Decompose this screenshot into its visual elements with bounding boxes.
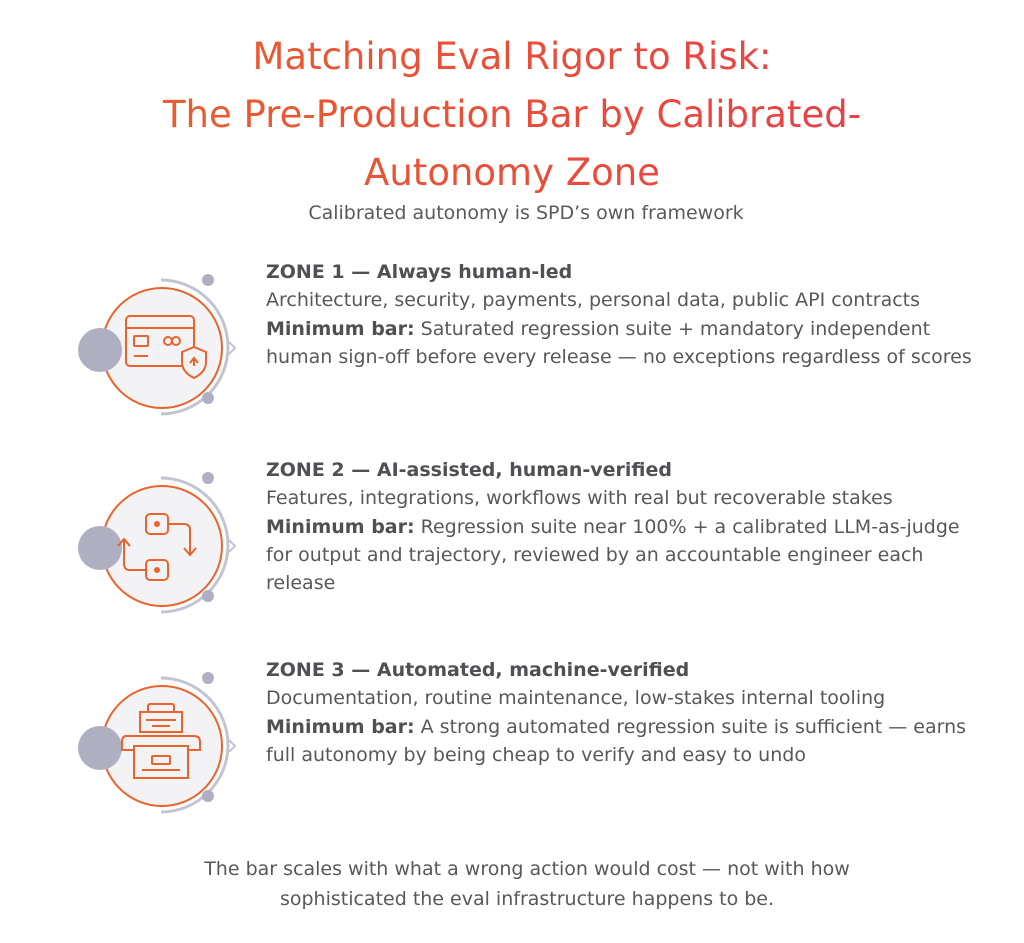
footer-note: [0, 854, 1024, 914]
zone-2-minimum-bar: [266, 513, 986, 598]
title-line-3: Autonomy Zone: [364, 151, 660, 194]
zone-3-description: Documentation, routine maintenance, low-stakes internal tooling: [266, 687, 886, 710]
zone-1-bar-text: Saturated regression suite + mandatory independent human sign-off before every release — no exceptions regardless of scores: [266, 317, 972, 368]
title-line-1: Matching Eval Rigor to Risk:: [252, 35, 772, 78]
footer-line-1: The bar scales with what a wrong action would cost — not with how: [204, 858, 850, 880]
zone-1-text: [266, 258, 986, 371]
zone-2-bar-text: Regression suite near 100% + a calibrated LLM-as-judge for output and trajectory, reviewed by an accountable engineer each release: [266, 515, 960, 595]
zone-1-minimum-bar: [266, 315, 986, 372]
zone-2-description: Features, integrations, workflows with real but recoverable stakes: [266, 487, 893, 510]
zone-1-heading: ZONE 1 — Always human-led: [266, 261, 573, 283]
title-line-2: The Pre-Production Bar by Calibrated-: [162, 93, 862, 136]
zone-2-heading: ZONE 2 — AI-assisted, human-verified: [266, 459, 673, 481]
toolbox-icon: [76, 670, 246, 820]
subtitle: Calibrated autonomy is SPD’s own framework: [308, 202, 744, 224]
workflow-cycle-icon: [76, 470, 246, 620]
zone-3-heading: ZONE 3 — Automated, machine-verified: [266, 659, 690, 681]
zone-3-bar-text: A strong automated regression suite is sufficient — earns full autonomy by being cheap to verify and easy to undo: [266, 715, 967, 766]
zone-1-bar-label: Minimum bar:: [266, 317, 415, 340]
zone-1-description: Architecture, security, payments, personal data, public API contracts: [266, 289, 921, 312]
zone-3-bar-label: Minimum bar:: [266, 715, 415, 738]
zone-2-text: [266, 456, 986, 597]
credit-card-shield-icon: [76, 272, 246, 422]
zone-2-bar-label: Minimum bar:: [266, 515, 415, 538]
zone-3-minimum-bar: [266, 713, 986, 770]
footer-line-2: sophisticated the eval infrastructure happens to be.: [279, 888, 775, 910]
zone-3-text: [266, 656, 986, 769]
page-title: [0, 28, 1024, 202]
